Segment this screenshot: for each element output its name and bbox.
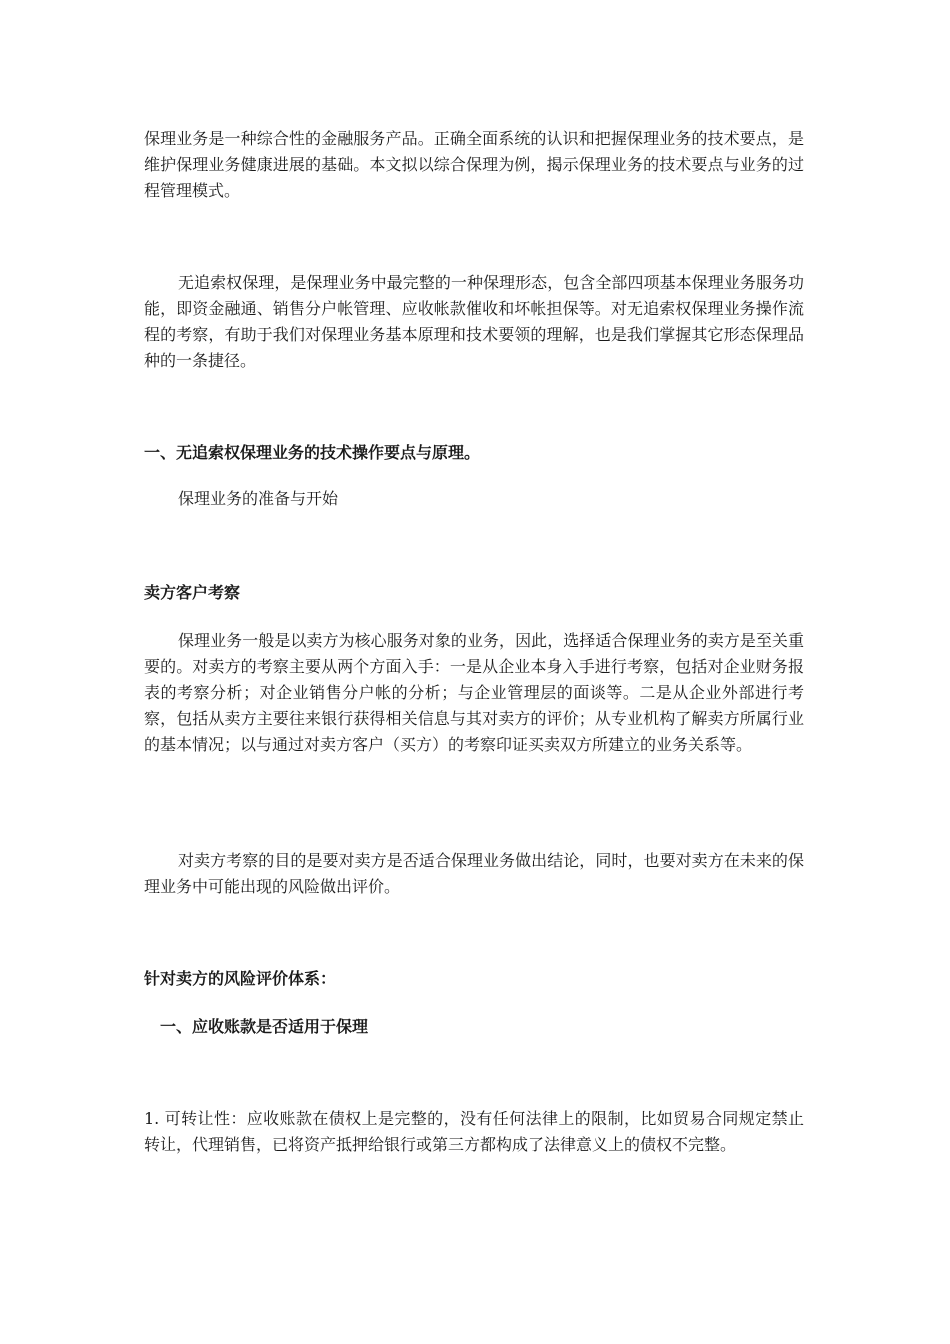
review-purpose-paragraph: 对卖方考察的目的是要对卖方是否适合保理业务做出结论，同时，也要对卖方在未来的保理业务中可能出现的风险做出评价。	[144, 851, 804, 896]
preparation-paragraph: 保理业务的准备与开始	[178, 489, 339, 508]
seller-review-heading: 卖方客户考察	[144, 583, 241, 602]
transferability-paragraph: 1. 可转让性：应收账款在债权上是完整的，没有任何法律上的限制，比如贸易合同规定禁止转让，代理销售，已将资产抵押给银行或第三方都构成了法律意义上的债权不完整。	[144, 1109, 804, 1154]
risk-system-heading: 针对卖方的风险评价体系：	[144, 969, 337, 988]
seller-review-paragraph: 保理业务一般是以卖方为核心服务对象的业务，因此，选择适合保理业务的卖方是至关重要的。对卖方的考察主要从两个方面入手：一是从企业本身入手进行考察，包括对企业财务报表的考察分析；对企业销售分户帐的分析；与企业管理层的面谈等。二是从企业外部进行考察，包括从卖方主要往来银行获得相关信息与其对卖方的评价；从专业机构了解卖方所属行业的基本情况；以与通过对卖方客户（买方）的考察印证买卖双方所建立的业务关系等。	[144, 631, 804, 754]
non-recourse-paragraph: 无追索权保理，是保理业务中最完整的一种保理形态，包含全部四项基本保理业务服务功能，即资金融通、销售分户帐管理、应收帐款催收和坏帐担保等。对无追索权保理业务操作流程的考察，有助于我们对保理业务基本原理和技术要领的理解，也是我们掌握其它形态保理品种的一条捷径。	[144, 273, 804, 370]
intro-paragraph: 保理业务是一种综合性的金融服务产品。正确全面系统的认识和把握保理业务的技术要点，是维护保理业务健康进展的基础。本文拟以综合保理为例，揭示保理业务的技术要点与业务的过程管理模式。	[144, 129, 804, 200]
receivables-heading: 一、应收账款是否适用于保理	[160, 1017, 369, 1036]
section-heading-1: 一、无追索权保理业务的技术操作要点与原理。	[144, 443, 481, 462]
